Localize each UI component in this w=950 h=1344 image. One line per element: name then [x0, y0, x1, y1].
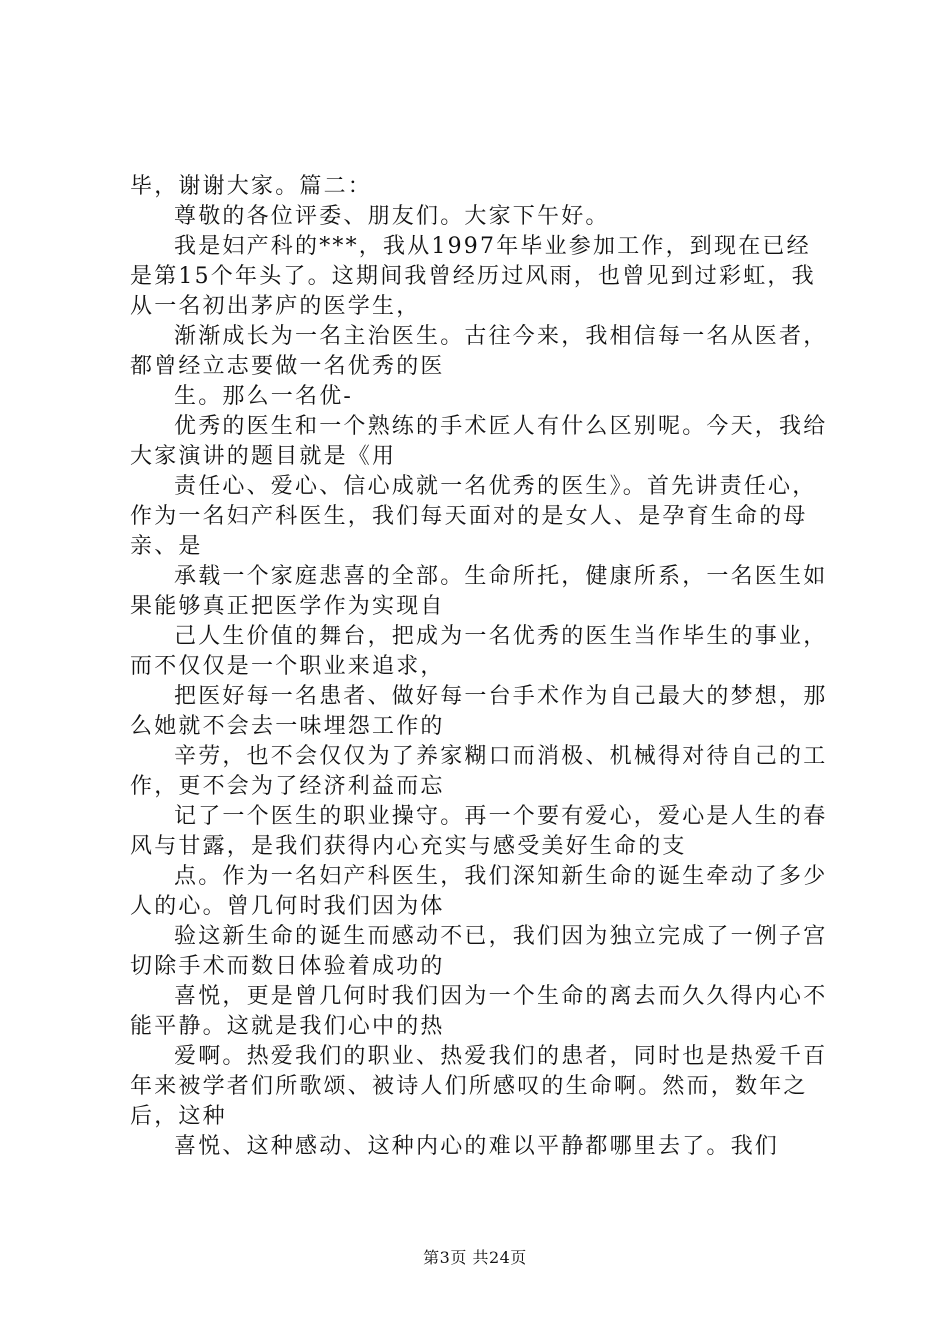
paragraph: 点。作为一名妇产科医生，我们深知新生命的诞生牵动了多少人的心。曾几何时我们因为体: [130, 864, 828, 919]
paragraph: 喜悦、这种感动、这种内心的难以平静都哪里去了。我们: [174, 1134, 780, 1159]
paragraph: 己人生价值的舞台，把成为一名优秀的医生当作毕生的事业，而不仅仅是一个职业来追求，: [130, 624, 828, 679]
paragraph: 喜悦，更是曾几何时我们因为一个生命的离去而久久得内心不能平静。这就是我们心中的热: [130, 984, 828, 1039]
paragraph: 生。那么一名优-: [174, 384, 354, 409]
paragraph: 责任心、爱心、信心成就一名优秀的医生》。首先讲责任心，作为一名妇产科医生，我们每天面对的是女人、是孕育生命的母亲、是: [130, 474, 817, 559]
paragraph: 记了一个医生的职业操守。再一个要有爱心，爱心是人生的春风与甘露，是我们获得内心充实与感受美好生命的支: [130, 804, 828, 859]
paragraph: 把医好每一名患者、做好每一台手术作为自己最大的梦想，那么她就不会去一味埋怨工作的: [130, 684, 828, 739]
page-number-footer: 第3页 共24页: [423, 1248, 527, 1267]
paragraph: 渐渐成长为一名主治医生。古往今来，我相信每一名从医者，都曾经立志要做一名优秀的医: [130, 324, 828, 379]
paragraph: 优秀的医生和一个熟练的手术匠人有什么区别呢。今天，我给大家演讲的题目就是《用: [130, 414, 828, 469]
paragraph: 尊敬的各位评委、朋友们。大家下午好。: [174, 204, 610, 229]
paragraph: 我是妇产科的***，我从1997年毕业参加工作，到现在已经是第15个年头了。这期间我曾经历过风雨，也曾见到过彩虹，我从一名初出茅庐的医学生，: [130, 234, 816, 319]
paragraph: 毕，谢谢大家。篇二：: [130, 174, 373, 199]
paragraph: 辛劳，也不会仅仅为了养家糊口而消极、机械得对待自己的工作，更不会为了经济利益而忘: [130, 744, 828, 799]
paragraph: 承载一个家庭悲喜的全部。生命所托，健康所系，一名医生如果能够真正把医学作为实现自: [130, 564, 828, 619]
paragraph: 验这新生命的诞生而感动不已，我们因为独立完成了一例子宫切除手术而数日体验着成功的: [130, 924, 828, 979]
paragraph: 爱啊。热爱我们的职业、热爱我们的患者，同时也是热爱千百年来被学者们所歌颂、被诗人们所感叹的生命啊。然而，数年之后，这种: [130, 1044, 828, 1129]
document-body: [130, 172, 830, 1162]
